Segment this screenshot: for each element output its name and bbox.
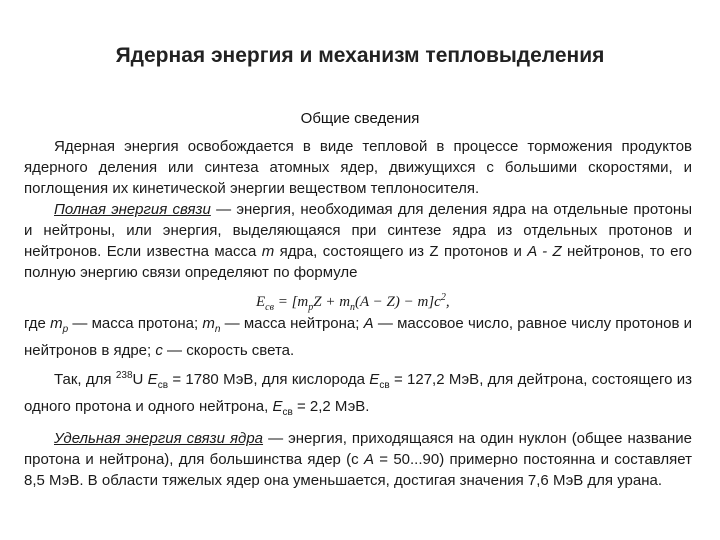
binding-energy-text-b: ядра, состоящего из Z протонов и xyxy=(274,243,528,260)
binding-energy-formula: $E_{св} = [m_pZ + m_n(A - Z) - m]c^2$, xyxy=(256,292,450,313)
paragraph-examples: Так, для $^{238}$U $E_{св} = 1780$ МэВ, для кислорода $E_{св} = 127,2$ МэВ, для дейтрона, состоящего из одного протона и одного нейтрона, $E_{св} = 2,2$ МэВ. xyxy=(24,370,693,418)
section-subtitle: Общие сведения xyxy=(300,110,420,127)
var-m: m xyxy=(261,243,275,260)
slide-title: Ядерная энергия и механизм тепловыделения xyxy=(115,44,605,67)
paragraph-intro xyxy=(24,136,692,199)
var-a-minus-z: A - Z xyxy=(527,243,562,260)
paragraph-binding-energy xyxy=(24,199,692,283)
paragraph-formula-legend: где $m_p$ — масса протона; $m_n$ — масса нейтрона; A — массовое число, равное числу протонов и нейтронов в ядре; с — скорость света. xyxy=(24,315,693,359)
binding-energy-text-a: — энергия, необходимая для деления ядра на отдельные протоны и нейтроны, или энергия, выделяющаяся при синтезе ядра из отдельных протонов и нейтронов. Если известна масса xyxy=(24,201,692,260)
term-specific-energy: Удельная энергия связи ядра xyxy=(54,430,264,447)
formula-row xyxy=(24,283,692,313)
paragraph-intro-text: Ядерная энергия освобождается в виде тепловой в процессе торможения продуктов ядерного деления или синтеза атомных ядер, движущихся с большими скоростями, и поглощения их кинетической энергии веществом теплоносителя. xyxy=(24,138,692,197)
term-binding-energy: Полная энергия связи xyxy=(54,201,211,218)
binding-energy-text-c: нейтронов, то его полную энергию связи определяют по формуле xyxy=(24,243,692,281)
slide-body xyxy=(24,136,692,491)
paragraph-specific-energy: Удельная энергия связи ядра — энергия, приходящаяся на один нуклон (общее название протона и нейтрона), для большинства ядер (с A = 50...90) примерно постоянна и составляет 8,5 МэВ. В области тяжелых ядер она уменьшается, достигая значения 7,6 МэВ для урана. xyxy=(24,430,692,489)
